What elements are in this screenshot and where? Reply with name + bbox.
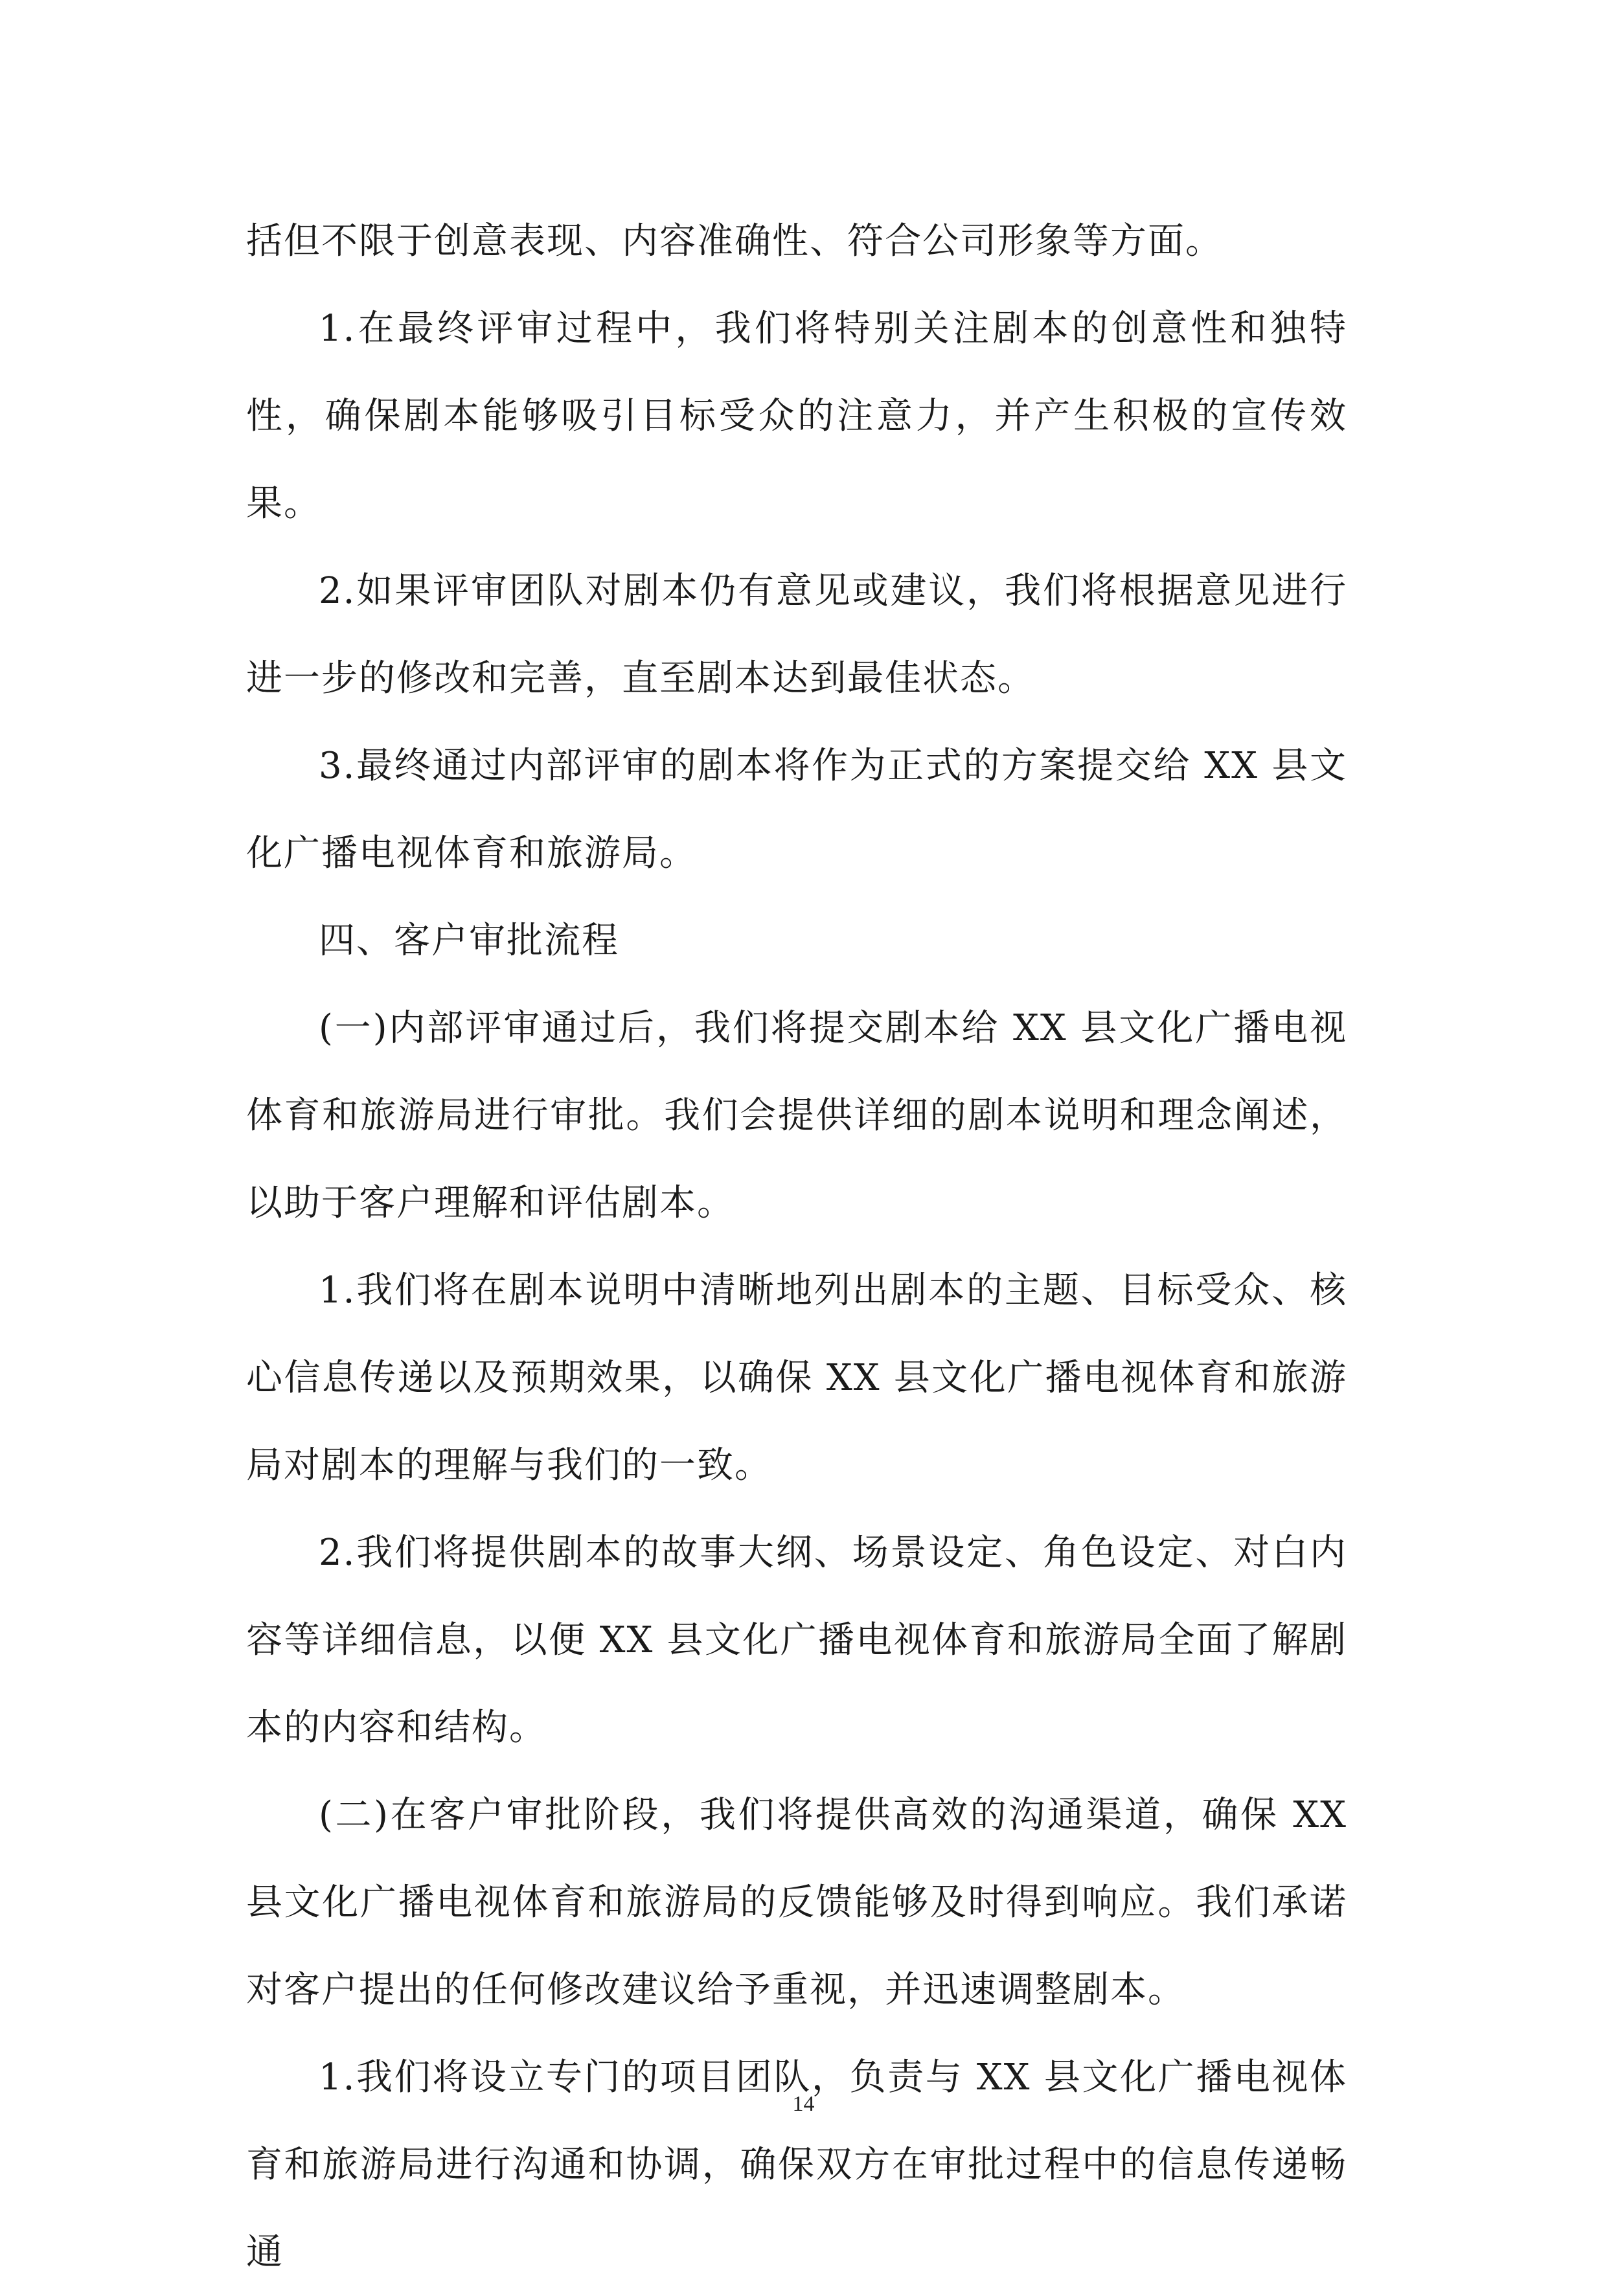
- body-text: [246, 198, 1347, 2296]
- section-heading: 四、客户审批流程: [319, 920, 619, 962]
- paragraph: 1.在最终评审过程中，我们将特别关注剧本的创意性和独特性，确保剧本能够吸引目标受众的注意力，并产生积极的宣传效果。: [246, 308, 1347, 525]
- paragraph: 1.我们将在剧本说明中清晰地列出剧本的主题、目标受众、核心信息传递以及预期效果，以确保 XX 县文化广播电视体育和旅游局对剧本的理解与我们的一致。: [246, 1269, 1347, 1486]
- paragraph: (二)在客户审批阶段，我们将提供高效的沟通渠道，确保 XX 县文化广播电视体育和旅游局的反馈能够及时得到响应。我们承诺对客户提出的任何修改建议给予重视，并迅速调整剧本。: [246, 1794, 1347, 2011]
- paragraph: 3.最终通过内部评审的剧本将作为正式的方案提交给 XX 县文化广播电视体育和旅游局。: [246, 745, 1347, 874]
- paragraph: 2.我们将提供剧本的故事大纲、场景设定、角色设定、对白内容等详细信息，以便 XX 县文化广播电视体育和旅游局全面了解剧本的内容和结构。: [246, 1532, 1347, 1749]
- page-number: 14: [792, 2092, 815, 2116]
- paragraph: (一)内部评审通过后，我们将提交剧本给 XX 县文化广播电视体育和旅游局进行审批。我们会提供详细的剧本说明和理念阐述，以助于客户理解和评估剧本。: [246, 1007, 1348, 1224]
- paragraph: 2.如果评审团队对剧本仍有意见或建议，我们将根据意见进行进一步的修改和完善，直至剧本达到最佳状态。: [246, 570, 1347, 699]
- paragraph: 括但不限于创意表现、内容准确性、符合公司形象等方面。: [246, 220, 1223, 262]
- paragraph: 1.我们将设立专门的项目团队，负责与 XX 县文化广播电视体育和旅游局进行沟通和协调，确保双方在审批过程中的信息传递畅通: [246, 2056, 1347, 2273]
